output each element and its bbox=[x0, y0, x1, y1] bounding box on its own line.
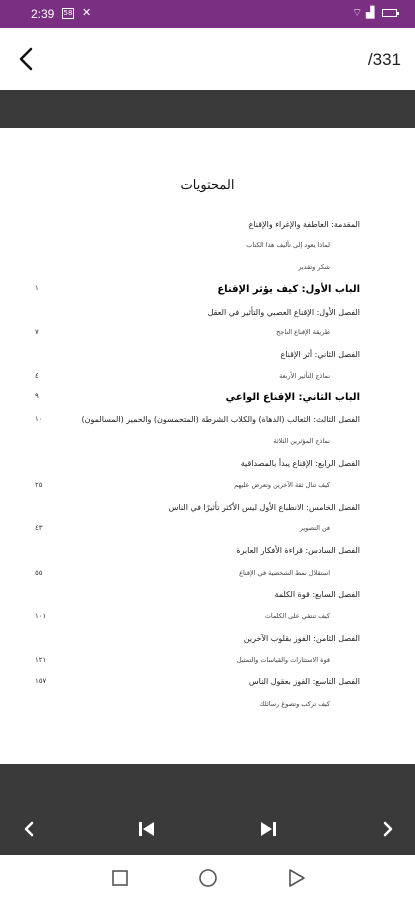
toc-entry[interactable] bbox=[0, 308, 415, 324]
toc-entry-text: الفصل الخامس: الانطباع الأول ليس الأكثر تأثيرًا في الناس bbox=[168, 503, 360, 512]
toc-entry[interactable] bbox=[0, 590, 415, 606]
status-time: 2:39 bbox=[31, 7, 55, 21]
first-page-button[interactable] bbox=[132, 814, 162, 844]
signal-icon: ▟ bbox=[366, 6, 375, 19]
toc-entry-text: نماذج المؤثرين الثلاثة bbox=[273, 437, 330, 445]
square-icon bbox=[109, 867, 131, 889]
back-arrow-icon bbox=[12, 44, 42, 74]
toc-entry[interactable] bbox=[0, 437, 415, 453]
skip-next-icon bbox=[253, 814, 283, 844]
last-page-button[interactable] bbox=[253, 814, 283, 844]
top-toolbar-band bbox=[0, 90, 415, 128]
toc-entry[interactable] bbox=[0, 372, 415, 388]
toc-entry-text: المقدمة: العاطفة والإغراء والإقناع bbox=[248, 220, 360, 229]
toc-entry[interactable] bbox=[0, 284, 415, 300]
toc-entry[interactable] bbox=[0, 524, 415, 540]
toc-entry-text: كيف تنتقي على الكلمات bbox=[264, 612, 330, 620]
toc-entry-text: استقلال نمط الشخصية في الإقناع bbox=[239, 569, 330, 577]
toc-entry[interactable] bbox=[0, 415, 415, 431]
battery-icon bbox=[382, 9, 397, 17]
toc-page-number: ٧ bbox=[35, 328, 39, 336]
chevron-right-icon bbox=[373, 814, 403, 844]
status-bar bbox=[0, 0, 415, 28]
toc-page-number: ٩ bbox=[35, 392, 39, 400]
document-page[interactable] bbox=[0, 128, 415, 764]
mute-icon: ✕ bbox=[82, 6, 92, 19]
prev-page-button[interactable] bbox=[14, 814, 44, 844]
toc-entry[interactable] bbox=[0, 481, 415, 497]
toc-entry[interactable] bbox=[0, 328, 415, 344]
toc-entry[interactable] bbox=[0, 546, 415, 562]
toc-entry[interactable] bbox=[0, 392, 415, 408]
skip-previous-icon bbox=[132, 814, 162, 844]
toc-entry[interactable] bbox=[0, 503, 415, 519]
toc-entry-text: نماذج التأثير الأربعة bbox=[279, 372, 330, 380]
circle-icon bbox=[197, 867, 219, 889]
home-button[interactable] bbox=[197, 867, 219, 889]
toc-page-number: ١ bbox=[35, 284, 39, 292]
toc-page-number: ٥٥ bbox=[35, 569, 43, 577]
toc-entry[interactable] bbox=[0, 656, 415, 672]
system-nav-bar bbox=[0, 855, 415, 900]
chevron-left-icon bbox=[14, 814, 44, 844]
toc-entry[interactable] bbox=[0, 634, 415, 650]
toc-entry-text: الفصل السابع: قوة الكلمة bbox=[274, 590, 360, 599]
wifi-icon: ⌔ bbox=[352, 6, 363, 19]
toc-page-number: ٤ bbox=[35, 372, 39, 380]
toc-entry-text: الفصل الرابع: الإقناع يبدأ بالمصداقية bbox=[240, 459, 360, 468]
toc-entry-text: شكر وتقدير bbox=[298, 263, 330, 271]
toc-entry-text: الفصل الثالث: الثعالب (الدهاة) والكلاب الشرطة (المتحمسون) والحمير (المسالمون) bbox=[81, 415, 360, 424]
toc-page-number: ١٢١ bbox=[35, 656, 47, 664]
toc-entry-text: الفصل التاسع: الفوز بعقول الناس bbox=[248, 677, 360, 686]
toc-entry[interactable] bbox=[0, 677, 415, 693]
toc-page-number: ١٠١ bbox=[35, 612, 47, 620]
toc-entry[interactable] bbox=[0, 700, 415, 716]
toc-page-number: ٤٣ bbox=[35, 524, 43, 532]
toc-entry[interactable] bbox=[0, 459, 415, 475]
reader-controls bbox=[0, 764, 415, 855]
toc-page-number: ٢٥ bbox=[35, 481, 43, 489]
toc-entry-text: كيف تركب وتصوغ رسائلك bbox=[259, 700, 330, 708]
triangle-back-icon bbox=[285, 867, 307, 889]
toc-page-number: ١٥٧ bbox=[35, 677, 47, 685]
toc-entry[interactable] bbox=[0, 569, 415, 585]
toc-entry-text: لماذا يعود إلى تأليف هذا الكتاب bbox=[246, 241, 330, 249]
back-button[interactable] bbox=[12, 44, 42, 74]
toc-entry-text: الفصل الثامن: الفوز بقلوب الآخرين bbox=[243, 634, 360, 643]
toc-entry-text: الفصل السادس: قراءة الأفكار العابرة bbox=[236, 546, 360, 555]
toc-entry-text: الباب الثاني: الإقناع الواعي bbox=[225, 392, 360, 403]
toc-entry-text: الفصل الأول: الإقناع العصبي والتأثير في العقل bbox=[207, 308, 360, 317]
back-nav-button[interactable] bbox=[285, 867, 307, 889]
toc-entry[interactable] bbox=[0, 241, 415, 257]
toc-entry[interactable] bbox=[0, 263, 415, 279]
toc-page-number: ١٠ bbox=[35, 415, 43, 423]
toc-entry[interactable] bbox=[0, 350, 415, 366]
toc-entry[interactable] bbox=[0, 220, 415, 236]
recents-button[interactable] bbox=[109, 867, 131, 889]
toc-entry-text: الباب الأول: كيف يؤثر الإقناع bbox=[217, 284, 360, 295]
notification-badge: 58 bbox=[63, 9, 73, 17]
toc-entry-text: قوة الاستثارات والقياسات والتمثيل bbox=[236, 656, 330, 664]
page-counter: /331 bbox=[367, 50, 401, 69]
toc-entry-text: كيف تنال ثقة الآخرين وتعرض عليهم bbox=[234, 481, 330, 489]
app-bar bbox=[0, 28, 415, 90]
toc-entry-text: فن التصوير bbox=[299, 524, 330, 532]
next-page-button[interactable] bbox=[373, 814, 403, 844]
toc-entry[interactable] bbox=[0, 612, 415, 628]
toc-title: المحتويات bbox=[180, 178, 235, 193]
toc-entry-text: طريقة الإقناع الناجح bbox=[276, 328, 330, 336]
toc-entry-text: الفصل الثاني: أثر الإقناع bbox=[280, 350, 360, 359]
